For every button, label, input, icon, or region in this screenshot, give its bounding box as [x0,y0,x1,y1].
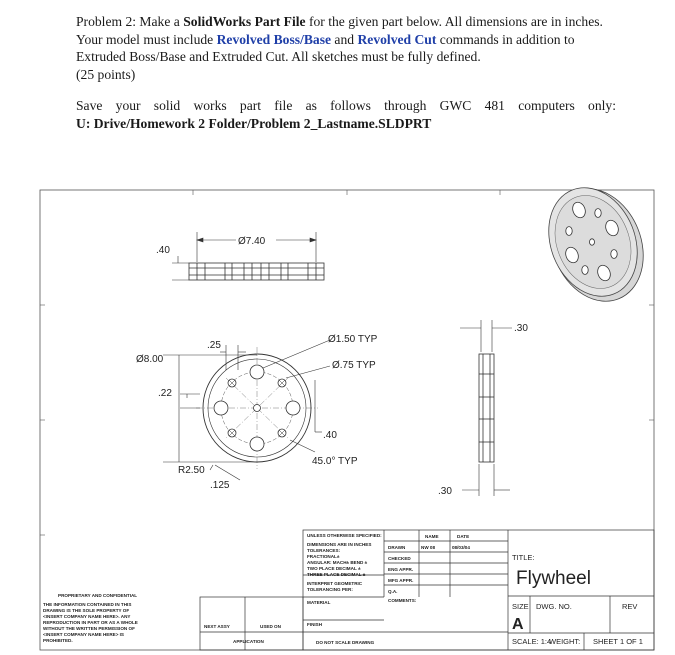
tb-date: DATE [457,534,470,539]
tb-interpret: INTERPRET GEOMETRIC [307,581,363,586]
tb-no-scale: DO NOT SCALE DRAWING [316,640,375,645]
dim-25: .25 [207,340,221,351]
tb-comments: COMMENTS: [388,598,417,603]
tb-application: APPLICATION [233,639,264,644]
tb-proprietary: PROPRIETARY AND CONFIDENTIAL [58,593,138,598]
tb-prop4: REPRODUCTION IN PART OR AS A WHOLE [43,620,138,625]
tb-frac: FRACTIONAL± [307,554,340,559]
solidworks-part-file: SolidWorks Part File [183,14,306,29]
problem-text-3: and [331,31,358,47]
tb-size: A [512,616,524,633]
front-dim-lines [163,340,330,480]
tb-checked: CHECKED [388,556,411,561]
dim-740: Ø7.40 [238,236,266,247]
dim-125: .125 [210,480,230,491]
tb-name: NAME [425,534,439,539]
top-view [189,263,324,280]
problem-text-1: Problem 2: Make a [76,14,184,29]
dim-150: Ø1.50 TYP [328,334,378,345]
dim-30b: .30 [438,486,452,497]
dim-40b: .40 [323,430,337,441]
tb-eng-appr: ENG APPR. [388,567,414,572]
side-dim-lines [460,320,512,496]
side-view [479,354,494,462]
save-path: U: Drive/Homework 2 Folder/Problem 2_Lastname.SLDPRT [76,115,432,131]
tb-weight: WEIGHT: [549,637,581,646]
tb-prop3: <INSERT COMPANY NAME HERE>. ANY [43,614,131,619]
dim-75: Ø.75 TYP [332,360,376,371]
revolved-cut: Revolved Cut [357,31,437,47]
isometric-view [533,174,659,315]
dim-30a: .30 [514,323,528,334]
tb-drawn-name: NW 08 [421,545,436,550]
dim-800: Ø8.00 [136,354,164,365]
front-view [196,347,318,469]
tb-two-place: TWO PLACE DECIMAL ± [307,566,361,571]
tb-prop7: PROHIBITED. [43,638,73,643]
tb-prop2: DRAWING IS THE SOLE PROPERTY OF [43,608,130,613]
save-line: Save your solid works part file as follows through GWC 481 computers only: [76,98,616,113]
tb-qa: Q.A. [388,589,398,594]
tb-sheet: SHEET 1 OF 1 [593,637,643,646]
dim-40: .40 [156,245,170,256]
tb-rev: REV [622,602,638,611]
dim-angle: 45.0° TYP [312,456,358,467]
tb-scale: SCALE: 1:4 [512,637,552,646]
tb-tol: TOLERANCES: [307,548,341,553]
tb-angular: ANGULAR: MACH± BEND ± [307,560,368,565]
tb-dwg-no: DWG. NO. [536,602,572,611]
center-hole [254,405,261,412]
points: (25 points) [76,66,136,82]
tb-size-label: SIZE [512,602,529,611]
tb-material: MATERIAL [307,600,331,605]
tb-drawn: DRAWN [388,545,406,550]
dim-22: .22 [158,388,172,399]
revolved-boss-base: Revolved Boss/Base [216,31,332,47]
tb-prop5: WITHOUT THE WRITTEN PERMISSION OF [43,626,135,631]
tb-drawn-date: 08/03/04 [452,545,470,550]
tb-unless: UNLESS OTHERWISE SPECIFIED: [307,533,382,538]
tb-prop1: THE INFORMATION CONTAINED IN THIS [43,602,132,607]
tb-used-on: USED ON [260,624,281,629]
tb-dims-in: DIMENSIONS ARE IN INCHES [307,542,372,547]
tb-title: Flywheel [516,568,591,589]
tb-title-label: TITLE: [512,553,535,562]
tb-next-assy: NEXT ASSY [204,624,230,629]
tb-mfg-appr: MFG APPR. [388,578,414,583]
tb-three-place: THREE PLACE DECIMAL ± [307,572,366,577]
tb-finish: FINISH [307,622,323,627]
tb-prop6: <INSERT COMPANY NAME HERE> IS [43,632,125,637]
problem-text-4: commands in addition to Extruded Boss/Base and Extruded Cut. All sketches must be fully defined. [76,31,575,64]
tb-tolerancing: TOLERANCING PER: [307,587,353,592]
dim-40-lines [172,256,189,280]
problem-text-2: for the given part below. All dimensions are in inches. Your model must include [76,14,603,47]
dim-r250: R2.50 [178,465,205,476]
